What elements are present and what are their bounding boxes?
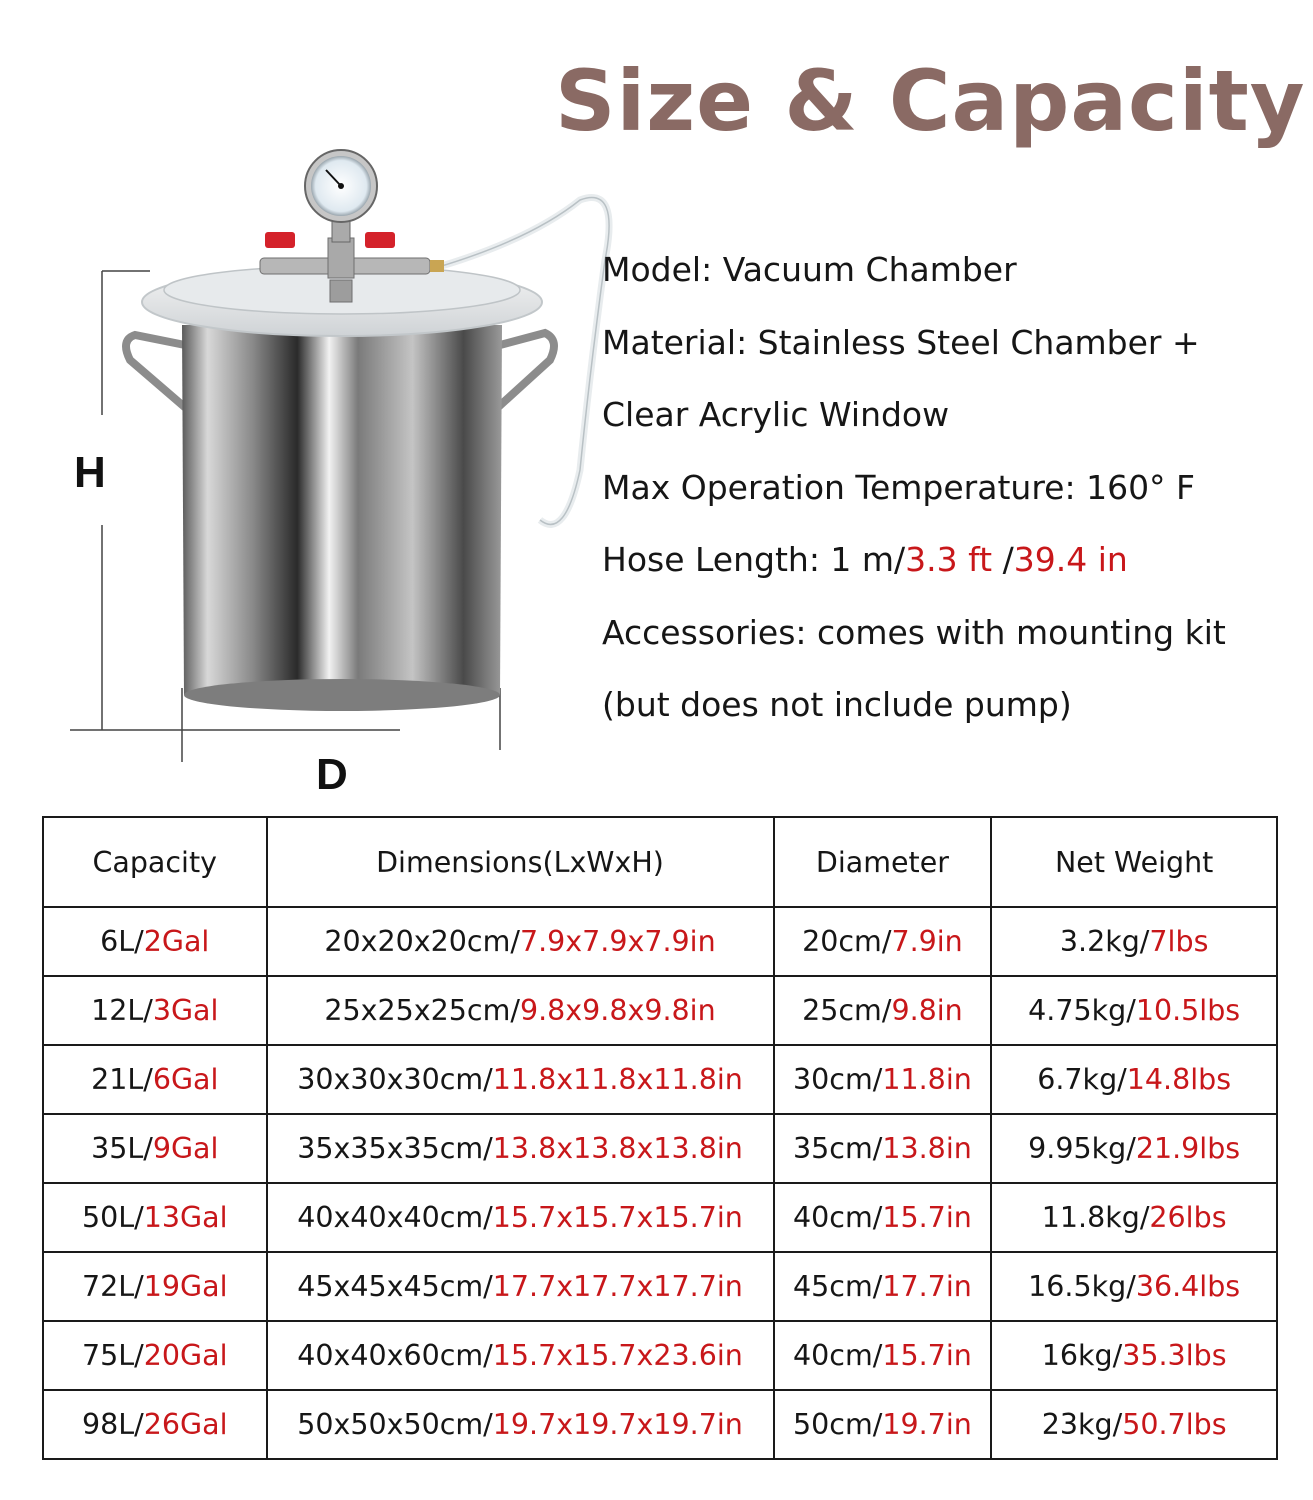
capacity-cell-imperial: 3Gal: [152, 994, 219, 1027]
diameter-cell-metric: 35cm/: [793, 1132, 883, 1165]
table-row: [43, 1183, 1277, 1252]
dimensions-cell: [267, 1321, 774, 1390]
spec-max-temp: Max Operation Temperature: 160° F: [602, 467, 1196, 507]
net-weight-cell-metric: 3.2kg/: [1059, 925, 1150, 958]
dimensions-cell-imperial: 7.9x7.9x7.9in: [519, 925, 716, 958]
hose-length-metric: Hose Length: 1 m/: [602, 540, 906, 579]
dimensions-cell-metric: 45x45x45cm/: [297, 1270, 493, 1303]
capacity-cell: [43, 1321, 267, 1390]
capacity-cell: [43, 1045, 267, 1114]
diameter-cell-imperial: 15.7in: [882, 1201, 972, 1234]
diameter-cell-imperial: 19.7in: [882, 1408, 972, 1441]
net-weight-cell-metric: 23kg/: [1041, 1408, 1123, 1441]
spec-accessories: Accessories: comes with mounting kit: [602, 612, 1226, 652]
net-weight-cell: [991, 907, 1277, 976]
net-weight-cell: [991, 1114, 1277, 1183]
net-weight-cell-imperial: 10.5lbs: [1135, 994, 1241, 1027]
header-capacity: Capacity: [43, 817, 267, 907]
right-valve-handle: [365, 232, 395, 248]
net-weight-cell-metric: 9.95kg/: [1028, 1132, 1136, 1165]
diameter-cell-metric: 50cm/: [793, 1408, 883, 1441]
diameter-cell: [774, 1045, 992, 1114]
diameter-cell-imperial: 13.8in: [882, 1132, 972, 1165]
header-net-weight: Net Weight: [991, 817, 1277, 907]
dimensions-cell-imperial: 17.7x17.7x17.7in: [492, 1270, 743, 1303]
diameter-cell-imperial: 9.8in: [891, 994, 963, 1027]
dimensions-cell-metric: 40x40x60cm/: [297, 1339, 493, 1372]
net-weight-cell-metric: 4.75kg/: [1028, 994, 1136, 1027]
table-row: [43, 976, 1277, 1045]
dimensions-cell-metric: 40x40x40cm/: [297, 1201, 493, 1234]
net-weight-cell-imperial: 26lbs: [1149, 1201, 1227, 1234]
size-capacity-table: [42, 816, 1278, 1460]
net-weight-cell-metric: 11.8kg/: [1041, 1201, 1150, 1234]
spec-hose-length: [602, 530, 1302, 603]
net-weight-cell: [991, 1045, 1277, 1114]
capacity-cell-imperial: 9Gal: [152, 1132, 219, 1165]
net-weight-cell-imperial: 36.4lbs: [1135, 1270, 1241, 1303]
diameter-cell-imperial: 17.7in: [882, 1270, 972, 1303]
dimensions-cell-metric: 35x35x35cm/: [297, 1132, 493, 1165]
capacity-cell: [43, 1390, 267, 1459]
dimensions-cell: [267, 976, 774, 1045]
dimensions-cell: [267, 1390, 774, 1459]
diameter-cell-imperial: 15.7in: [882, 1339, 972, 1372]
capacity-cell-metric: 75L/: [82, 1339, 144, 1372]
spec-accessories-cont: (but does not include pump): [602, 685, 1072, 724]
net-weight-cell: [991, 1321, 1277, 1390]
spec-material-cont: Clear Acrylic Window: [602, 395, 950, 434]
net-weight-cell-metric: 6.7kg/: [1037, 1063, 1127, 1096]
dimensions-cell-imperial: 15.7x15.7x23.6in: [492, 1339, 743, 1372]
dimensions-cell-metric: 25x25x25cm/: [324, 994, 520, 1027]
table-row: [43, 1114, 1277, 1183]
capacity-cell: [43, 907, 267, 976]
table-row: [43, 1390, 1277, 1459]
dimensions-cell-imperial: 9.8x9.8x9.8in: [519, 994, 716, 1027]
table-row: [43, 1321, 1277, 1390]
net-weight-cell: [991, 976, 1277, 1045]
hose-length-separator: /: [992, 540, 1014, 579]
capacity-cell-metric: 35L/: [91, 1132, 153, 1165]
diameter-cell: [774, 1390, 992, 1459]
diameter-cell-metric: 40cm/: [793, 1201, 883, 1234]
diameter-cell: [774, 1321, 992, 1390]
right-handle: [495, 333, 554, 410]
net-weight-cell: [991, 1183, 1277, 1252]
capacity-cell-imperial: 26Gal: [143, 1408, 228, 1441]
net-weight-cell-imperial: 14.8lbs: [1126, 1063, 1232, 1096]
diameter-cell-imperial: 11.8in: [882, 1063, 972, 1096]
diameter-cell-metric: 30cm/: [793, 1063, 883, 1096]
diameter-cell-metric: 25cm/: [802, 994, 892, 1027]
diameter-cell: [774, 1252, 992, 1321]
dimensions-cell-imperial: 19.7x19.7x19.7in: [492, 1408, 743, 1441]
diameter-cell: [774, 1114, 992, 1183]
capacity-cell: [43, 1183, 267, 1252]
net-weight-cell-metric: 16kg/: [1041, 1339, 1123, 1372]
dimensions-cell-metric: 20x20x20cm/: [324, 925, 520, 958]
dimensions-cell-metric: 50x50x50cm/: [297, 1408, 493, 1441]
hose-length-ft: 3.3 ft: [905, 540, 993, 579]
capacity-cell-metric: 6L/: [100, 925, 144, 958]
net-weight-cell-metric: 16.5kg/: [1028, 1270, 1136, 1303]
table-row: [43, 1045, 1277, 1114]
table-row: [43, 907, 1277, 976]
diameter-cell-metric: 20cm/: [802, 925, 892, 958]
net-weight-cell-imperial: 50.7lbs: [1122, 1408, 1227, 1441]
header-dimensions: Dimensions(LxWxH): [267, 817, 774, 907]
dimensions-cell-metric: 30x30x30cm/: [297, 1063, 493, 1096]
header-diameter: Diameter: [774, 817, 992, 907]
dimensions-cell: [267, 1114, 774, 1183]
diameter-cell-metric: 45cm/: [793, 1270, 883, 1303]
diameter-label: D: [316, 750, 348, 799]
net-weight-cell-imperial: 21.9lbs: [1135, 1132, 1241, 1165]
diameter-cell-metric: 40cm/: [793, 1339, 883, 1372]
diameter-cell: [774, 1183, 992, 1252]
capacity-cell-imperial: 2Gal: [143, 925, 210, 958]
dimensions-cell: [267, 1252, 774, 1321]
dimensions-cell-imperial: 15.7x15.7x15.7in: [492, 1201, 743, 1234]
capacity-cell: [43, 1114, 267, 1183]
diameter-cell-imperial: 7.9in: [891, 925, 963, 958]
spec-material: Material: Stainless Steel Chamber +: [602, 322, 1200, 362]
left-handle: [126, 335, 188, 410]
capacity-cell: [43, 1252, 267, 1321]
capacity-cell: [43, 976, 267, 1045]
vacuum-chamber-illustration: [60, 140, 620, 800]
capacity-cell-metric: 21L/: [91, 1063, 153, 1096]
capacity-cell-metric: 98L/: [82, 1408, 144, 1441]
dimensions-cell: [267, 1045, 774, 1114]
table-row: [43, 1252, 1277, 1321]
spec-list: [602, 240, 1302, 748]
net-weight-cell: [991, 1252, 1277, 1321]
dimensions-cell-imperial: 11.8x11.8x11.8in: [492, 1063, 743, 1096]
capacity-cell-imperial: 6Gal: [152, 1063, 219, 1096]
page-title: Size & Capacity: [555, 52, 1306, 150]
steel-body: [182, 325, 502, 710]
spec-model: Model: Vacuum Chamber: [602, 250, 1017, 289]
net-weight-cell: [991, 1390, 1277, 1459]
capacity-cell-imperial: 20Gal: [143, 1339, 228, 1372]
net-weight-cell-imperial: 35.3lbs: [1122, 1339, 1227, 1372]
diameter-cell: [774, 976, 992, 1045]
dimensions-cell: [267, 907, 774, 976]
net-weight-cell-imperial: 7lbs: [1149, 925, 1209, 958]
diameter-cell: [774, 907, 992, 976]
capacity-cell-metric: 50L/: [82, 1201, 144, 1234]
left-valve-handle: [265, 232, 295, 248]
hose-length-in: 39.4 in: [1013, 540, 1128, 579]
dimensions-cell-imperial: 13.8x13.8x13.8in: [492, 1132, 743, 1165]
capacity-cell-metric: 12L/: [91, 994, 153, 1027]
pressure-gauge-icon: [305, 150, 377, 242]
capacity-cell-metric: 72L/: [82, 1270, 144, 1303]
height-label: H: [74, 448, 106, 497]
capacity-cell-imperial: 19Gal: [143, 1270, 228, 1303]
dimensions-cell: [267, 1183, 774, 1252]
table-header-row: [43, 817, 1277, 907]
capacity-cell-imperial: 13Gal: [143, 1201, 228, 1234]
